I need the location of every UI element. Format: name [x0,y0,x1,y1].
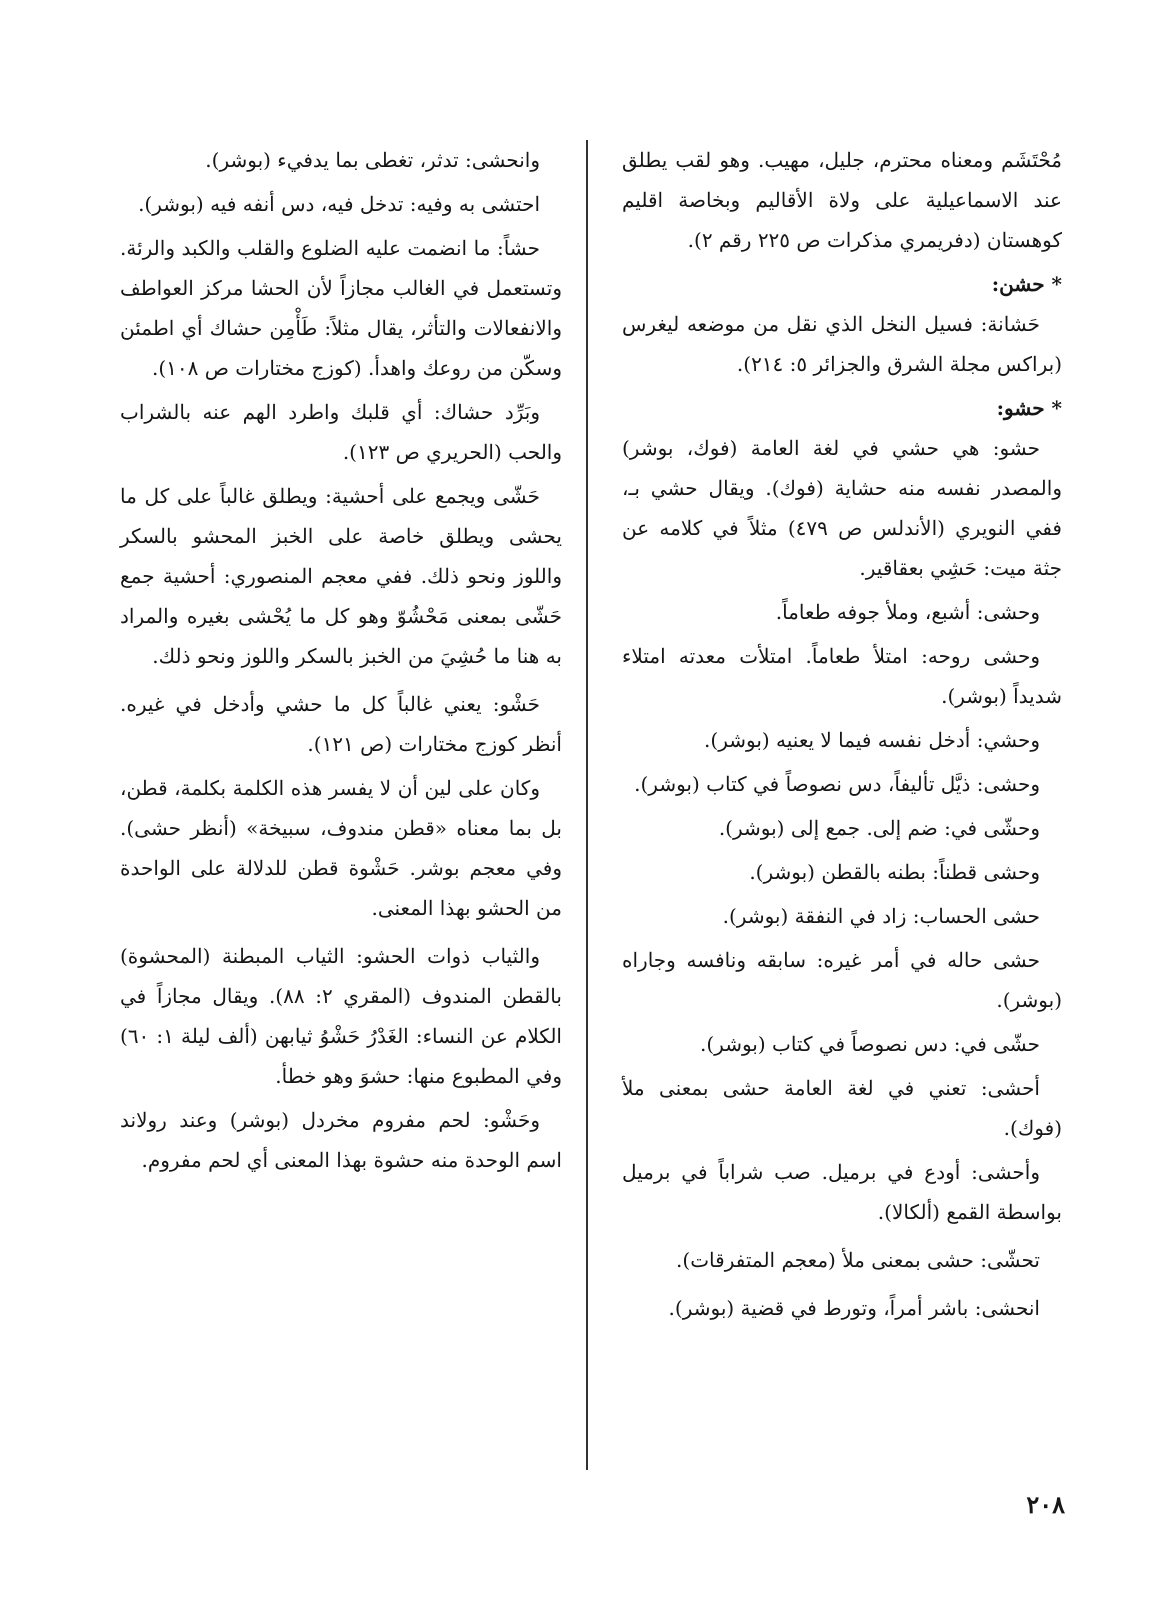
entry-barrid-hashak: وبَرِّد حشاك: أي قلبك واطرد الهم عنه بالشراب والحب (الحريري ص ١٢٣). [120,400,562,464]
entry-hashi-adkhala: وحشي: أدخل نفسه فيما لا يعنيه (بوشر). [704,728,1040,752]
entry-hasha-dhayyala: وحشى: ذيَّل تأليفاً، دس نصوصاً في كتاب (بوشر). [634,772,1040,796]
entry-hashsha-fi-dassa: حشّى في: دس نصوصاً في كتاب (بوشر). [700,1032,1040,1056]
entry-ahsha: أحشى: تعني في لغة العامة حشى بمعنى ملأ (فوك). [622,1076,1062,1140]
entry-hashsha-ahshiya: حَشّى ويجمع على أحشية: ويطلق غالباً على كل ما يحشى ويطلق خاصة على الخبز المحشو بالسكر واللوز ونحو ذلك. ففي معجم المنصوري: أحشية جمع حَشّى بمعنى مَحْشُوّ وهو كل ما يُحْشى بغيره والمراد به هنا ما حُشِيَ من الخبز بالسكر واللوز ونحو ذلك. [120,484,562,668]
entry-lane-qutn: وكان على لين أن لا يفسر هذه الكلمة بكلمة، قطن، بل بما معناه «قطن مندوف، سبيخة» (أنظر حشى). وفي معجم بوشر. حَشْوة قطن للدلالة على الواحدة من الحشو بهذا المعنى. [120,776,562,920]
entry-inhasha-tadaththara: وانحشى: تدثر، تغطى بما يدفيء (بوشر). [205,148,540,172]
page-number: ٢٠٨ [1026,1490,1065,1519]
entry-muhtasham: مُحْتَشَم ومعناه محترم، جليل، مهيب. وهو لقب يطلق عند الاسماعيلية على ولاة الأقاليم وبخاصة اقليم كوهستان (دفريمري مذكرات ص ٢٢٥ رقم ٢). [622,148,1062,252]
column-divider [586,140,588,1470]
entry-hashan: حشاً: ما انضمت عليه الضلوع والقلب والكبد والرئة. وتستعمل في الغالب مجازاً لأن الحشا مركز العواطف والانفعالات والتأثر، يقال مثلاً: طَأْمِن حشاك أي اطمئن وسكّن من روعك واهدأ. (كوزج مختارات ص ١٠٨). [120,236,562,380]
entry-hashana: حَشانة: فسيل النخل الذي نقل من موضعه ليغرس (براكس مجلة الشرق والجزائر ٥: ٢١٤). [622,312,1062,376]
entry-hashw-lahm-mafrum: وحَشْو: لحم مفروم مخردل (بوشر) وعند رولاند اسم الوحدة منه حشوة بهذا المعنى أي لحم مفروم. [120,1108,562,1172]
entry-hasha-halahu: حشى حاله في أمر غيره: سابقه ونافسه وجاراه (بوشر). [622,948,1062,1012]
entry-wahasha-ashba: وحشى: أشبع، وملأ جوفه طعاماً. [775,600,1040,624]
root-heading-hashw: * حشو: [996,396,1062,420]
entry-inhasha-bashara: انحشى: باشر أمراً، وتورط في قضية (بوشر). [668,1296,1040,1320]
entry-ahsha-awdaa: وأحشى: أودع في برميل. صب شراباً في برميل بواسطة القمع (ألكالا). [622,1160,1062,1224]
entry-hashw: حشو: هي حشي في لغة العامة (فوك، بوشر) والمصدر نفسه منه حشاية (فوك). ويقال حشي بـ، ففي النويري (الأندلس ص ٤٧٩) مثلاً في كلامه عن جثة ميت: حَشِي بعقاقير. [622,436,1062,580]
entry-hasha-alhisab: حشى الحساب: زاد في النفقة (بوشر). [722,904,1040,928]
right-column [622,140,1062,1332]
entry-ihtasha: احتشى به وفيه: تدخل فيه، دس أنفه فيه (بوشر). [138,192,540,216]
root-heading-hashan: * حشن: [991,272,1062,296]
entry-hasha-qutnan: وحشى قطناً: بطنه بالقطن (بوشر). [749,860,1040,884]
entry-hasha-ruhahu: وحشى روحه: امتلأ طعاماً. امتلأت معدته امتلاء شديداً (بوشر). [622,644,1062,708]
entry-tahashsha: تحشّى: حشى بمعنى ملأ (معجم المتفرقات). [676,1248,1040,1272]
entry-hashsha-fi-damma: وحشّى في: ضم إلى. جمع إلى (بوشر). [718,816,1040,840]
entry-thiyab-dhawat-alhashw: والثياب ذوات الحشو: الثياب المبطنة (المحشوة) بالقطن المندوف (المقري ٢: ٨٨). ويقال مجازاً في الكلام عن النساء: الغَدْرُ حَشْوُ ثيابهن (ألف ليلة ١: ٦٠) وفي المطبوع منها: حشوَ وهو خطأ. [120,944,562,1088]
entry-hashw-ghaliban: حَشْو: يعني غالباً كل ما حشي وأدخل في غيره. أنظر كوزج مختارات (ص ١٢١). [120,692,562,756]
left-column [120,140,562,1184]
